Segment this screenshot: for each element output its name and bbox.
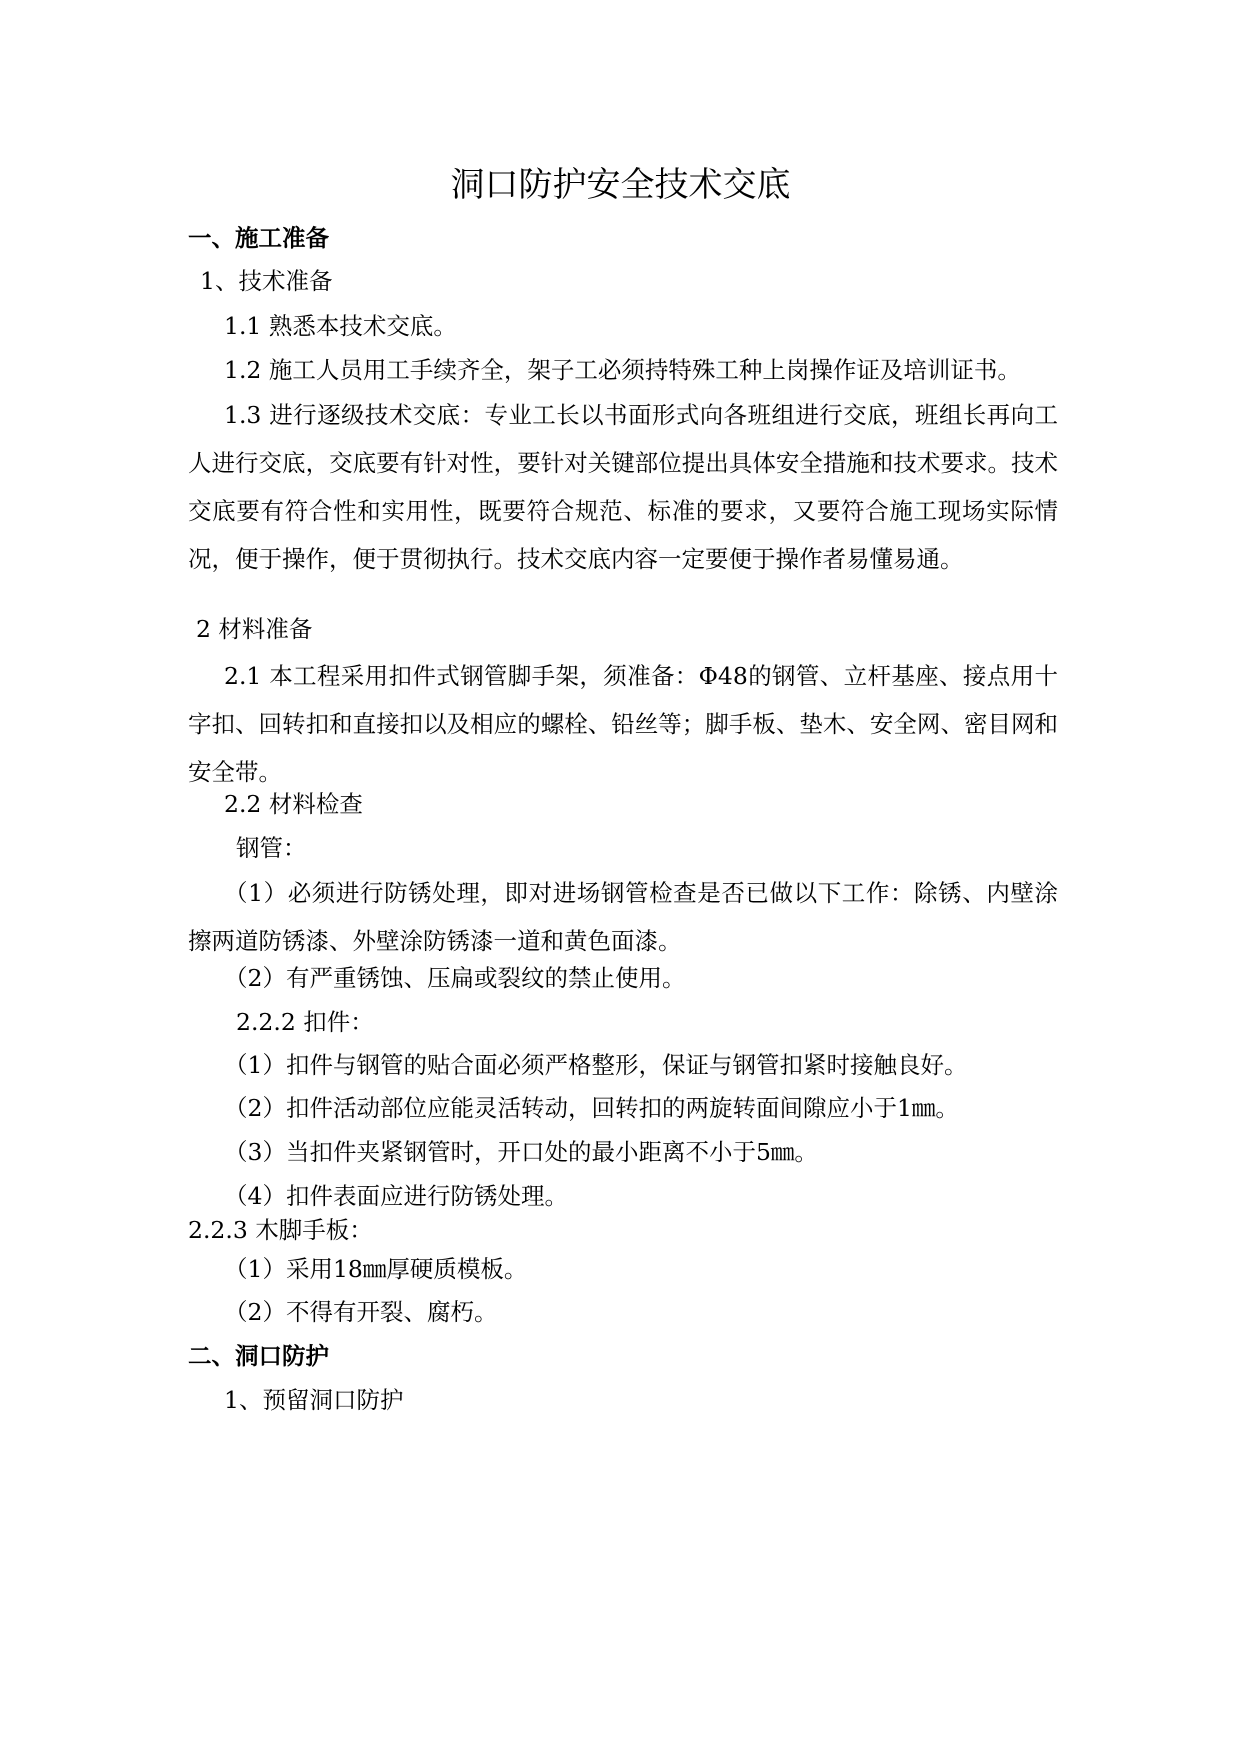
paragraph-2-1: 2.1 本工程采用扣件式钢管脚手架，须准备：Φ48的钢管、立杆基座、接点用十字扣、回转扣和直接扣以及相应的螺栓、铅丝等；脚手板、垫木、安全网、密目网和安全带。: [188, 662, 1058, 786]
section-heading-opening-protection: 二、洞口防护: [188, 1342, 329, 1370]
paragraph-1-2: 1.2 施工人员用工手续齐全，架子工必须持特殊工种上岗操作证及培训证书。: [224, 356, 1021, 384]
paragraph-2-2-3: 2.2.3 木脚手板：: [188, 1216, 373, 1244]
fastener-item-4: （4）扣件表面应进行防锈处理。: [224, 1182, 568, 1210]
section-heading-construction-prep: 一、施工准备: [188, 224, 329, 252]
fastener-item-3: （3）当扣件夹紧钢管时，开口处的最小距离不小于5㎜。: [224, 1138, 818, 1166]
pipe-item-2: （2）有严重锈蚀、压扁或裂纹的禁止使用。: [224, 964, 686, 992]
fastener-item-1: （1）扣件与钢管的贴合面必须严格整形，保证与钢管扣紧时接触良好。: [224, 1051, 968, 1079]
subheading-material-prep: 2 材料准备: [196, 615, 313, 643]
paragraph-1-3: 1.3 进行逐级技术交底：专业工长以书面形式向各班组进行交底，班组长再向工人进行交底，交底要有针对性，要针对关键部位提出具体安全措施和技术要求。技术交底要有符合性和实用性，既要符合规范、标准的要求，又要符合施工现场实际情况，便于操作，便于贯彻执行。技术交底内容一定要便于操作者易懂易通。: [188, 401, 1058, 573]
subheading-technical-prep: 1、技术准备: [200, 267, 333, 295]
paragraph-2-2: 2.2 材料检查: [224, 790, 363, 818]
fastener-item-2: （2）扣件活动部位应能灵活转动，回转扣的两旋转面间隙应小于1㎜。: [224, 1094, 959, 1122]
pipe-item-1: （1）必须进行防锈处理，即对进场钢管检查是否已做以下工作：除锈、内壁涂擦两道防锈漆、外壁涂防锈漆一道和黄色面漆。: [188, 879, 1058, 955]
document-title: 洞口防护安全技术交底: [450, 165, 791, 205]
paragraph-2-2-2: 2.2.2 扣件：: [236, 1008, 374, 1036]
board-item-2: （2）不得有开裂、腐朽。: [224, 1298, 498, 1326]
steel-pipe-label: 钢管：: [236, 834, 307, 862]
board-item-1: （1）采用18㎜厚硬质模板。: [224, 1255, 528, 1283]
subheading-reserved-opening-protection: 1、预留洞口防护: [224, 1386, 404, 1414]
paragraph-1-1: 1.1 熟悉本技术交底。: [224, 312, 457, 340]
